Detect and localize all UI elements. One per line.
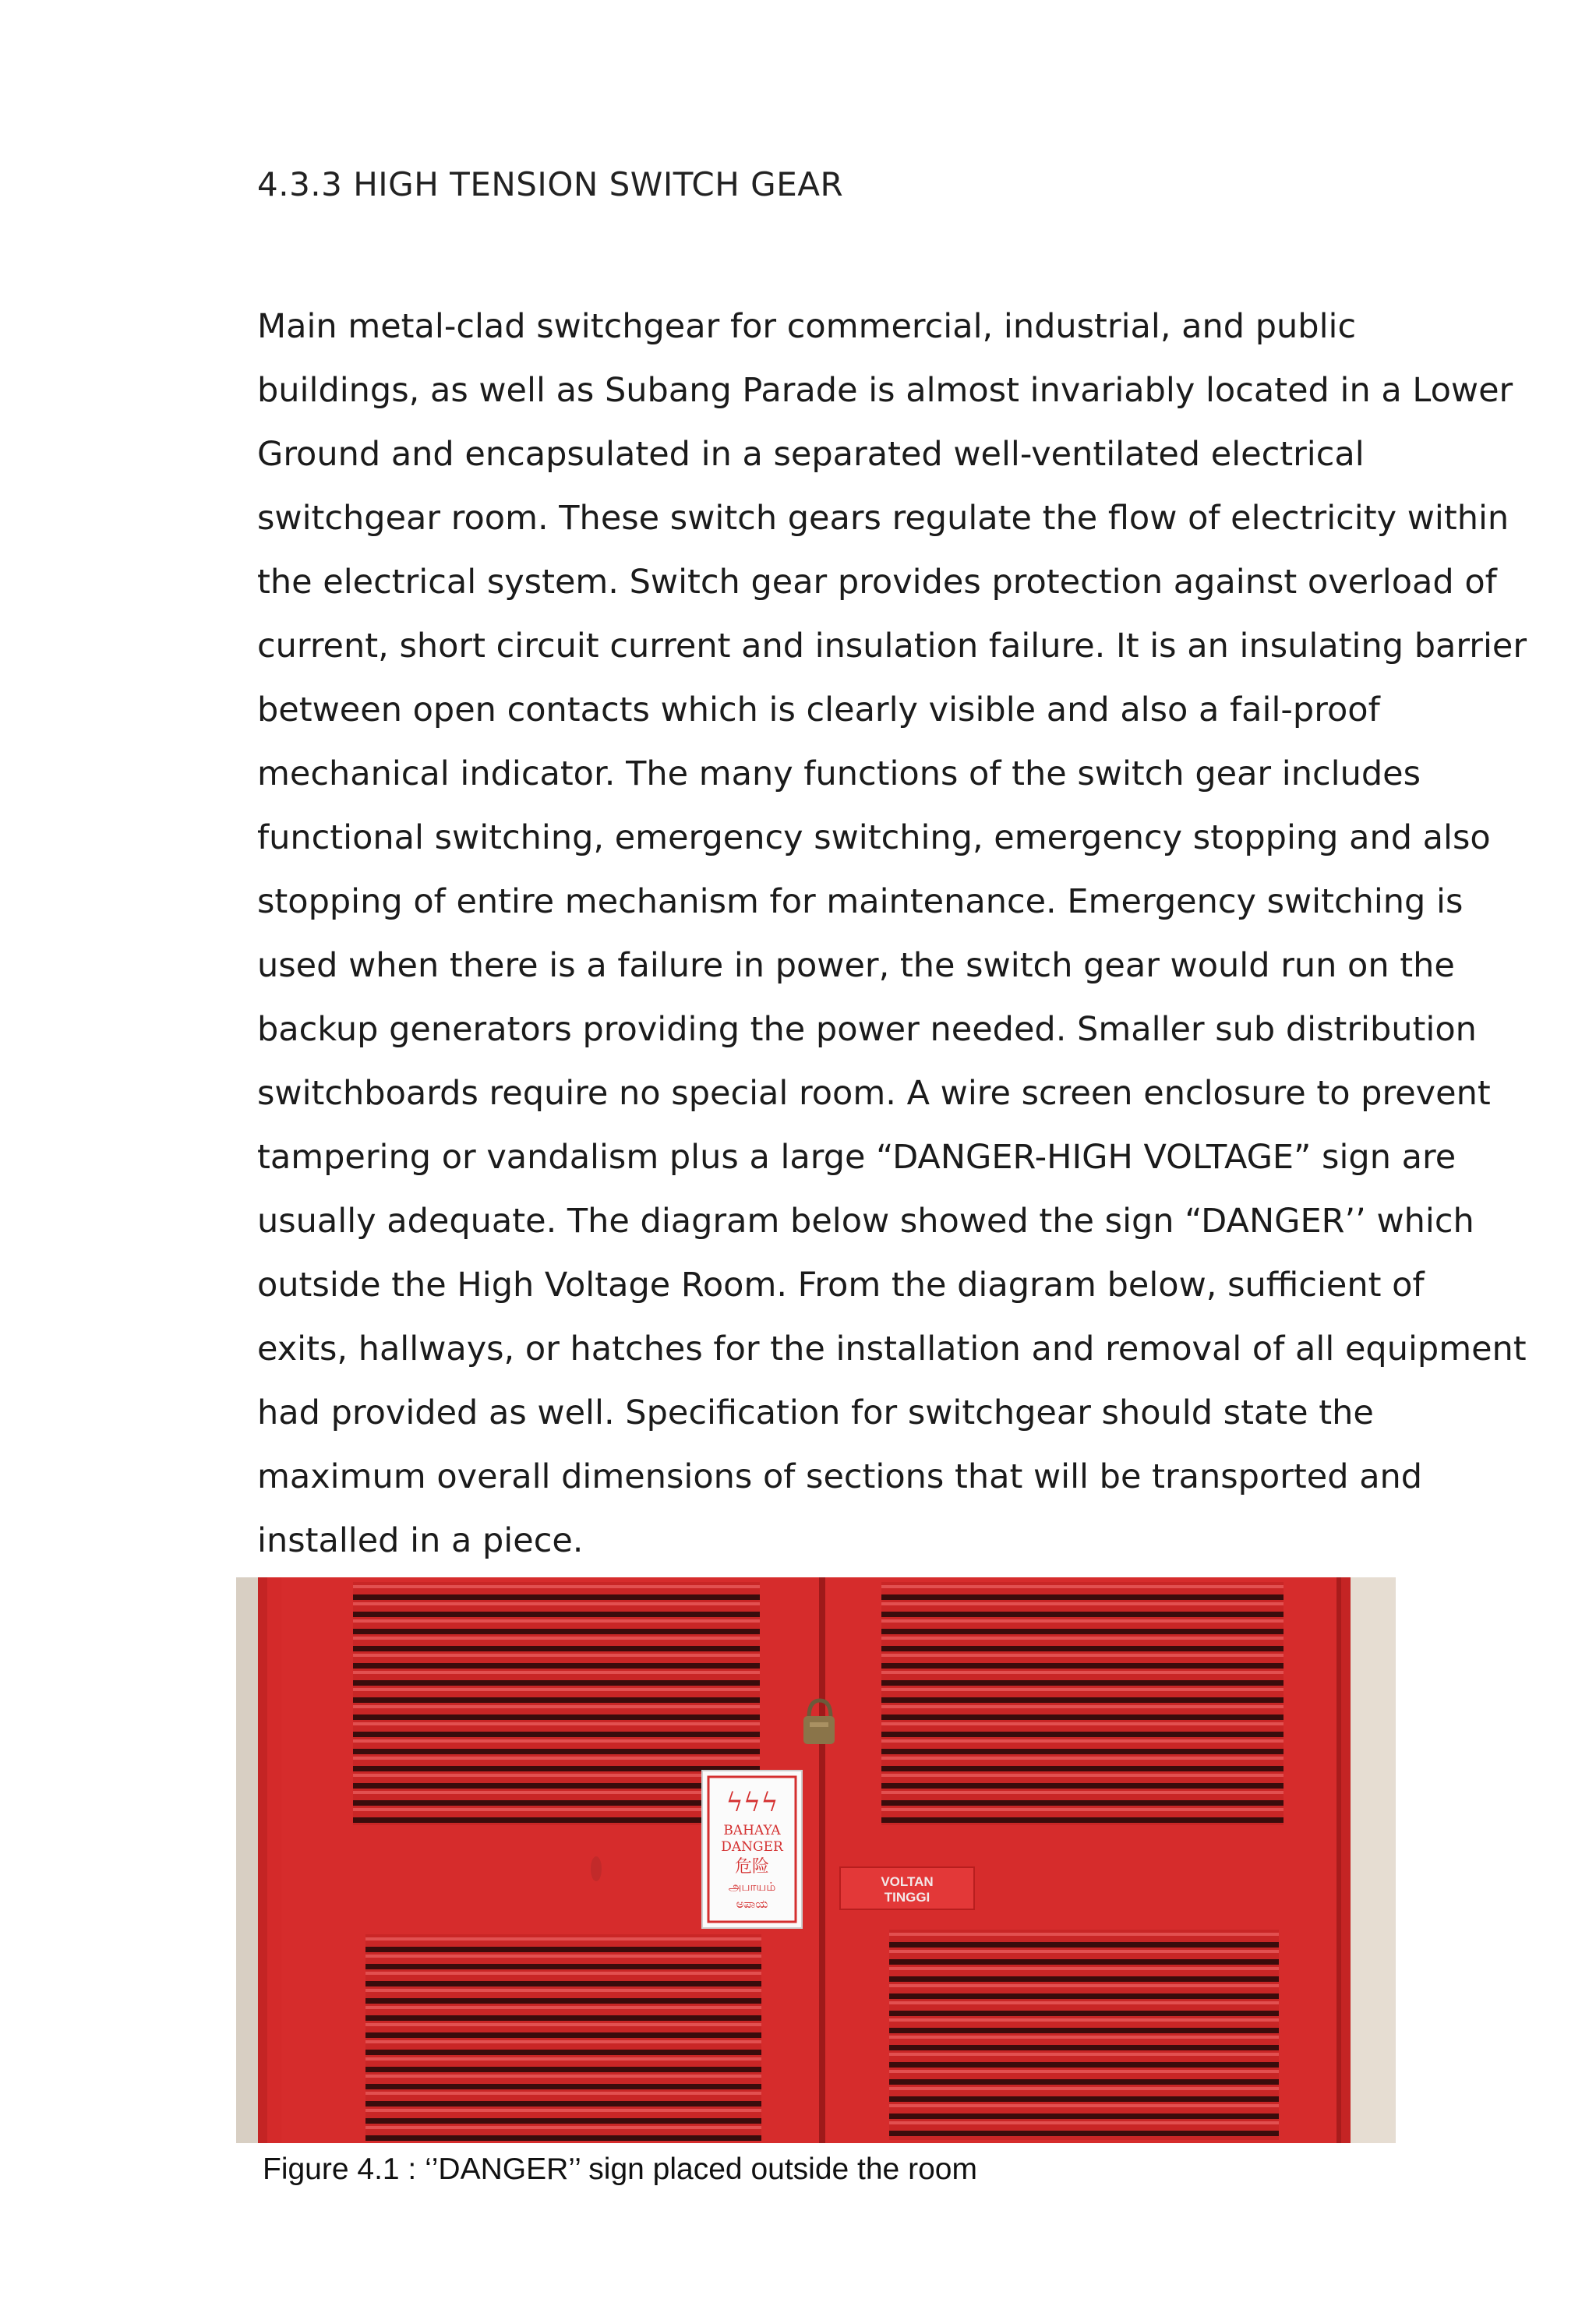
louver-gap xyxy=(353,1714,760,1720)
louver-slat xyxy=(365,2092,761,2095)
louver-gap xyxy=(881,1612,1284,1617)
louver-slat xyxy=(889,1967,1279,1970)
louver-gap xyxy=(365,1947,761,1952)
louver-slat xyxy=(353,1688,760,1691)
louver-gap xyxy=(881,1783,1284,1789)
louver-gap xyxy=(881,1732,1284,1737)
louver-slat xyxy=(889,2087,1279,2090)
louver-slat xyxy=(353,1722,760,1725)
louver-gap xyxy=(353,1594,760,1600)
louver-slat xyxy=(889,1984,1279,1987)
louver-gap xyxy=(889,2045,1279,2050)
louver-slat xyxy=(353,1585,760,1588)
louver-gap xyxy=(365,2067,761,2072)
louver-slat xyxy=(353,1637,760,1640)
louver-slat xyxy=(881,1654,1284,1657)
louver-panel xyxy=(881,1582,1284,1825)
danger-sign-line: 危险 xyxy=(734,1857,770,1877)
louver-slat xyxy=(365,2075,761,2078)
body-line: mechanical indicator. The many functions of the switch gear includes xyxy=(257,754,1421,793)
louver-slat xyxy=(353,1791,760,1794)
louver-gap xyxy=(881,1697,1284,1703)
louver-gap xyxy=(881,1749,1284,1754)
louver-gap xyxy=(365,2118,761,2124)
body-line: functional switching, emergency switching, emergency stopping and also xyxy=(257,818,1491,857)
danger-sign-line: BAHAYA xyxy=(723,1823,781,1838)
louver-slat xyxy=(881,1774,1284,1777)
body-line: Ground and encapsulated in a separated well-ventilated electrical xyxy=(257,435,1365,474)
louver-gap xyxy=(889,2096,1279,2102)
louver-slat xyxy=(353,1739,760,1743)
lightning-icon: ϟϟϟ xyxy=(726,1787,779,1818)
louver-slat xyxy=(889,1933,1279,1936)
louver-slat xyxy=(365,2023,761,2026)
louver-slat xyxy=(881,1585,1284,1588)
louver-slat xyxy=(353,1774,760,1777)
louver-slat xyxy=(889,2070,1279,2073)
louver-panel xyxy=(353,1582,760,1825)
louver-gap xyxy=(881,1629,1284,1634)
louver-gap xyxy=(353,1663,760,1669)
louver-slat xyxy=(889,2018,1279,2022)
louver-gap xyxy=(365,1998,761,2004)
voltage-plate xyxy=(840,1867,974,1909)
louver-gap xyxy=(365,2135,761,2141)
louver-slat xyxy=(889,1950,1279,1953)
louver-gap xyxy=(365,2015,761,2021)
louver-slat xyxy=(881,1791,1284,1794)
louver-slat xyxy=(365,2109,761,2112)
body-line: switchboards require no special room. A wire screen enclosure to prevent xyxy=(257,1074,1491,1113)
louver-slat xyxy=(881,1671,1284,1674)
louver-gap xyxy=(353,1783,760,1789)
danger-sign-line: அபாயம் xyxy=(728,1880,776,1894)
louver-gap xyxy=(353,1697,760,1703)
louver-slat xyxy=(353,1619,760,1623)
louver-slat xyxy=(365,2057,761,2061)
body-line: tampering or vandalism plus a large “DANGER-HIGH VOLTAGE” sign are xyxy=(257,1138,1457,1177)
louver-slat xyxy=(889,2053,1279,2056)
danger-sign-line: DANGER xyxy=(721,1839,783,1855)
danger-sign-line: ಅಪಾಯ xyxy=(736,1897,768,1911)
louver-gap xyxy=(881,1714,1284,1720)
louver-slat xyxy=(881,1705,1284,1708)
louver-gap xyxy=(365,1964,761,1969)
body-paragraph xyxy=(257,295,1527,1573)
louver-gap xyxy=(353,1800,760,1806)
louver-gap xyxy=(881,1663,1284,1669)
louver-gap xyxy=(881,1817,1284,1823)
louver-slat xyxy=(365,1937,761,1941)
louver-gap xyxy=(365,2032,761,2038)
body-line: backup generators providing the power needed. Smaller sub distribution xyxy=(257,1010,1477,1049)
body-line: between open contacts which is clearly visible and also a fail-proof xyxy=(257,690,1380,729)
body-line: stopping of entire mechanism for maintenance. Emergency switching is xyxy=(257,882,1464,921)
voltage-plate-line: TINGGI xyxy=(884,1890,930,1905)
louver-gap xyxy=(889,2131,1279,2136)
louver-gap xyxy=(353,1749,760,1754)
voltage-plate-line: VOLTAN xyxy=(881,1874,934,1889)
louver-gap xyxy=(889,1959,1279,1965)
danger-sign xyxy=(702,1771,802,1928)
body-line: had provided as well. Specification for switchgear should state the xyxy=(257,1393,1374,1432)
louver-slat xyxy=(889,2036,1279,2039)
louver-slat xyxy=(889,2121,1279,2124)
body-line: installed in a piece. xyxy=(257,1521,584,1560)
louver-gap xyxy=(881,1680,1284,1686)
body-line: the electrical system. Switch gear provides protection against overload of xyxy=(257,563,1497,602)
louver-slat xyxy=(881,1619,1284,1623)
louver-gap xyxy=(353,1766,760,1771)
louver-gap xyxy=(353,1629,760,1634)
louver-slat xyxy=(353,1705,760,1708)
louver-gap xyxy=(889,2114,1279,2119)
louver-slat xyxy=(365,2006,761,2009)
louver-gap xyxy=(889,1993,1279,1999)
louver-gap xyxy=(889,2062,1279,2068)
louver-gap xyxy=(889,2079,1279,2085)
body-line: exits, hallways, or hatches for the installation and removal of all equipment xyxy=(257,1330,1527,1368)
louver-gap xyxy=(881,1766,1284,1771)
louver-gap xyxy=(889,1942,1279,1948)
louver-gap xyxy=(365,2084,761,2089)
body-line: used when there is a failure in power, the switch gear would run on the xyxy=(257,946,1455,985)
louver-slat xyxy=(889,2001,1279,2004)
louver-gap xyxy=(353,1680,760,1686)
louver-gap xyxy=(353,1612,760,1617)
louver-slat xyxy=(881,1722,1284,1725)
louver-gap xyxy=(881,1594,1284,1600)
body-line: usually adequate. The diagram below showed the sign “DANGER’’ which xyxy=(257,1202,1474,1241)
louver-slat xyxy=(881,1688,1284,1691)
louver-slat xyxy=(365,1955,761,1958)
louver-slat xyxy=(353,1757,760,1760)
louver-slat xyxy=(365,2040,761,2043)
louver-slat xyxy=(881,1637,1284,1640)
body-line: current, short circuit current and insulation failure. It is an insulating barrier xyxy=(257,627,1527,666)
louver-gap xyxy=(365,1981,761,1986)
door-photo xyxy=(236,1577,1396,2143)
louver-gap xyxy=(353,1817,760,1823)
louver-slat xyxy=(353,1808,760,1811)
louver-gap xyxy=(881,1800,1284,1806)
louver-gap xyxy=(353,1732,760,1737)
section-heading: 4.3.3 HIGH TENSION SWITCH GEAR xyxy=(257,165,844,203)
louver-slat xyxy=(353,1602,760,1605)
body-line: outside the High Voltage Room. From the diagram below, sufficient of xyxy=(257,1266,1425,1305)
louver-slat xyxy=(881,1739,1284,1743)
body-line: buildings, as well as Subang Parade is almost invariably located in a Lower xyxy=(257,371,1513,410)
louver-slat xyxy=(365,1972,761,1975)
louver-gap xyxy=(881,1646,1284,1651)
figure-caption: Figure 4.1 : ‘’DANGER’’ sign placed outside the room xyxy=(263,2152,977,2186)
louver-slat xyxy=(881,1757,1284,1760)
louver-slat xyxy=(889,2104,1279,2107)
louver-gap xyxy=(889,2028,1279,2033)
louver-slat xyxy=(881,1808,1284,1811)
louver-slat xyxy=(365,2126,761,2129)
louver-gap xyxy=(365,2101,761,2106)
body-line: Main metal-clad switchgear for commercial, industrial, and public xyxy=(257,307,1357,346)
louver-gap xyxy=(889,2011,1279,2016)
louver-slat xyxy=(365,1989,761,1992)
louver-slat xyxy=(353,1671,760,1674)
body-line: maximum overall dimensions of sections that will be transported and xyxy=(257,1457,1423,1496)
louver-gap xyxy=(353,1646,760,1651)
louver-slat xyxy=(353,1654,760,1657)
louver-gap xyxy=(365,2050,761,2055)
louver-gap xyxy=(889,1976,1279,1982)
louver-slat xyxy=(881,1602,1284,1605)
body-line: switchgear room. These switch gears regulate the flow of electricity within xyxy=(257,499,1509,538)
